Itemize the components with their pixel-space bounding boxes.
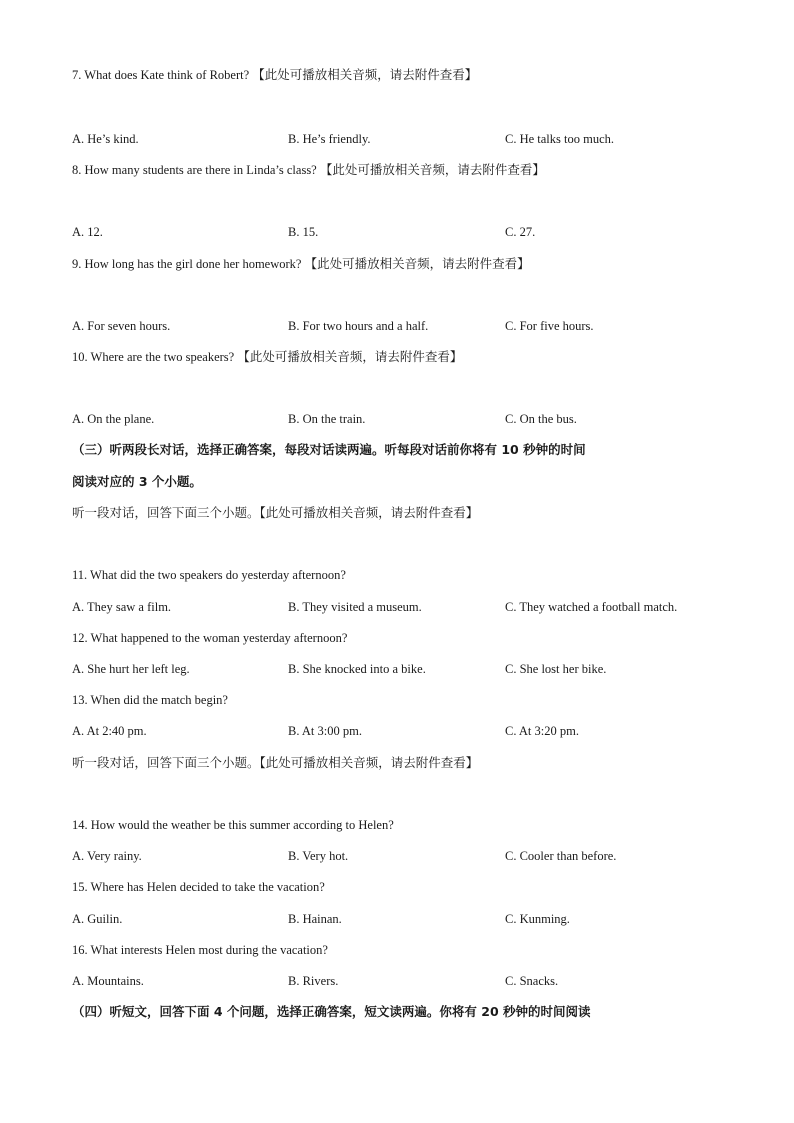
question-15: 15. Where has Helen decided to take the vacation? — [72, 880, 325, 894]
question-8 — [72, 162, 545, 178]
audio-note[interactable]: 【此处可播放相关音频，请去附件查看】 — [252, 67, 478, 82]
q14-option-c: C. Cooler than before. — [505, 849, 617, 863]
question-text: 9. How long has the girl done her homework? — [72, 257, 302, 271]
section-4-heading: （四）听短文，回答下面 4 个问题，选择正确答案，短文读两遍。你将有 20 秒钟的时间阅读 — [72, 1004, 591, 1019]
q16-option-a: A. Mountains. — [72, 974, 144, 988]
q16-option-b: B. Rivers. — [288, 974, 339, 988]
question-9 — [72, 256, 530, 272]
q12-option-a: A. She hurt her left leg. — [72, 662, 190, 676]
q9-option-c: C. For five hours. — [505, 319, 594, 333]
q12-option-c: C. She lost her bike. — [505, 662, 607, 676]
audio-note[interactable]: 【此处可播放相关音频，请去附件查看】 — [304, 256, 530, 271]
q11-option-a: A. They saw a film. — [72, 600, 172, 614]
q11-option-c: C. They watched a football match. — [505, 600, 678, 614]
q10-option-c: C. On the bus. — [505, 412, 577, 426]
q7-option-a: A. He’s kind. — [72, 132, 139, 146]
q8-option-b: B. 15. — [288, 225, 319, 239]
q9-option-b: B. For two hours and a half. — [288, 319, 429, 333]
q15-option-a: A. Guilin. — [72, 912, 123, 926]
question-text: 8. How many students are there in Linda’s class? — [72, 163, 317, 177]
q8-option-a: A. 12. — [72, 225, 103, 239]
question-12: 12. What happened to the woman yesterday afternoon? — [72, 631, 348, 645]
q16-option-c: C. Snacks. — [505, 974, 559, 988]
dialogue-intro-2[interactable]: 听一段对话，回答下面三个小题。【此处可播放相关音频，请去附件查看】 — [72, 755, 479, 770]
q14-option-b: B. Very hot. — [288, 849, 349, 863]
question-7 — [72, 67, 477, 83]
q13-option-a: A. At 2:40 pm. — [72, 724, 147, 738]
q7-option-c: C. He talks too much. — [505, 132, 615, 146]
question-text: 10. Where are the two speakers? — [72, 350, 235, 364]
section-3-heading-line1: （三）听两段长对话，选择正确答案，每段对话读两遍。听每段对话前你将有 10 秒钟的时间 — [72, 442, 586, 457]
question-16: 16. What interests Helen most during the vacation? — [72, 943, 328, 957]
audio-note[interactable]: 【此处可播放相关音频，请去附件查看】 — [319, 162, 545, 177]
question-text: 7. What does Kate think of Robert? — [72, 68, 250, 82]
dialogue-intro-1[interactable]: 听一段对话，回答下面三个小题。【此处可播放相关音频，请去附件查看】 — [72, 505, 479, 520]
question-13: 13. When did the match begin? — [72, 693, 228, 707]
q10-option-b: B. On the train. — [288, 412, 366, 426]
q14-option-a: A. Very rainy. — [72, 849, 142, 863]
audio-note[interactable]: 【此处可播放相关音频，请去附件查看】 — [237, 349, 463, 364]
q9-option-a: A. For seven hours. — [72, 319, 171, 333]
q15-option-b: B. Hainan. — [288, 912, 342, 926]
q15-option-c: C. Kunming. — [505, 912, 570, 926]
q8-option-c: C. 27. — [505, 225, 536, 239]
q11-option-b: B. They visited a museum. — [288, 600, 422, 614]
q12-option-b: B. She knocked into a bike. — [288, 662, 426, 676]
q10-option-a: A. On the plane. — [72, 412, 155, 426]
question-10 — [72, 349, 462, 365]
q7-option-b: B. He’s friendly. — [288, 132, 371, 146]
question-11: 11. What did the two speakers do yesterday afternoon? — [72, 568, 346, 582]
section-3-heading-line2: 阅读对应的 3 个小题。 — [72, 474, 202, 489]
q13-option-b: B. At 3:00 pm. — [288, 724, 362, 738]
q13-option-c: C. At 3:20 pm. — [505, 724, 579, 738]
question-14: 14. How would the weather be this summer according to Helen? — [72, 818, 394, 832]
